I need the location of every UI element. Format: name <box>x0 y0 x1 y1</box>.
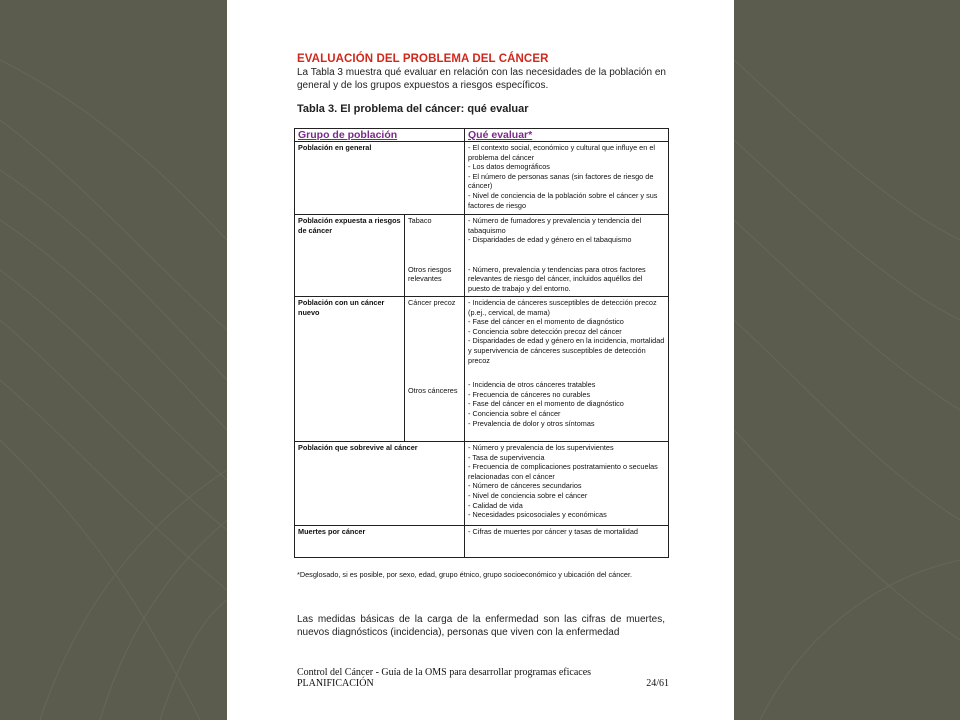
list-item: - Fase del cáncer en el momento de diagnóstico <box>468 399 624 409</box>
list-item: - Número y prevalencia de los supervivientes <box>468 443 614 452</box>
items-deaths <box>465 526 669 558</box>
table-row <box>295 526 669 558</box>
list-item: - Tasa de supervivencia <box>468 452 545 462</box>
footer-section: PLANIFICACIÓN <box>297 678 374 689</box>
list-item: - Disparidades de edad y género en el tabaquismo <box>468 235 632 245</box>
list-item: - Frecuencia de complicaciones postratamiento o secuelas relacionadas con el cáncer <box>468 462 658 481</box>
table-footnote: *Desglosado, si es posible, por sexo, edad, grupo étnico, grupo socioeconómico y ubicación del cáncer. <box>297 570 633 579</box>
list-item: - Incidencia de cánceres susceptibles de detección precoz (p.ej., cervical, de mama) <box>468 298 657 317</box>
group-new-cancer: Población con un cáncer nuevo <box>295 297 405 442</box>
list-item: - Disparidades de edad y género en la incidencia, mortalidad y supervivencia de cánceres susceptibles de detección precoz <box>468 336 665 365</box>
items-risk <box>465 215 669 297</box>
list-item: - Número de cánceres secundarios <box>468 481 582 491</box>
list-item: - Los datos demográficos <box>468 162 550 172</box>
table-header-row <box>295 129 669 142</box>
list-item: - Prevalencia de dolor y otros síntomas <box>468 418 595 428</box>
table-row <box>295 297 669 442</box>
subgroups-new-cancer <box>405 297 465 442</box>
header-what: Qué evaluar* <box>465 129 669 142</box>
items-survivors <box>465 442 669 526</box>
items-general <box>465 142 669 215</box>
subgroup-otros-riesgos: Otros riesgos relevantes <box>408 264 452 284</box>
subgroup-tabaco: Tabaco <box>408 216 432 225</box>
intro-text: La Tabla 3 muestra qué evaluar en relación con las necesidades de la población en general y de los grupos expuestos a riesgos específicos. <box>297 67 666 91</box>
list-item: - Número, prevalencia y tendencias para otros factores relevantes de riesgo del cáncer, incluidos aquéllos del puesto de trabajo y del entorno. <box>468 264 646 293</box>
footer-title: Control del Cáncer - Guía de la OMS para desarrollar programas eficaces <box>297 667 592 678</box>
table-row <box>295 142 669 215</box>
list-item: - Conciencia sobre detección precoz del cáncer <box>468 326 622 336</box>
list-item: - Conciencia sobre el cáncer <box>468 408 561 418</box>
group-deaths: Muertes por cáncer <box>295 526 465 558</box>
assessment-table <box>294 128 669 558</box>
list-item: - Cifras de muertes por cáncer y tasas de mortalidad <box>468 527 638 536</box>
list-item: - Necesidades psicosociales y económicas <box>468 510 607 520</box>
group-general: Población en general <box>295 142 465 215</box>
table-row <box>295 215 669 297</box>
subgroup-otros-canceres: Otros cánceres <box>408 385 458 395</box>
section-heading: EVALUACIÓN DEL PROBLEMA DEL CÁNCER <box>297 53 549 65</box>
list-item: - Frecuencia de cánceres no curables <box>468 389 591 399</box>
group-survivors: Población que sobrevive al cáncer <box>295 442 465 526</box>
table-row <box>295 442 669 526</box>
header-group: Grupo de población <box>295 129 465 142</box>
list-item: - El número de personas sanas (sin factores de riesgo de cáncer) <box>468 171 654 191</box>
list-item: - Fase del cáncer en el momento de diagnóstico <box>468 317 624 327</box>
subgroup-cancer-precoz: Cáncer precoz <box>408 298 456 307</box>
document-page <box>227 0 734 720</box>
subgroups-risk <box>405 215 465 297</box>
page-number: 24/61 <box>646 678 669 689</box>
page-footer <box>297 667 669 689</box>
list-item: - Nivel de conciencia de la población sobre el cáncer y sus factores de riesgo <box>468 190 658 210</box>
table-title: Tabla 3. El problema del cáncer: qué evaluar <box>297 103 529 115</box>
list-item: - Nivel de conciencia sobre el cáncer <box>468 490 588 500</box>
list-item: - Calidad de vida <box>468 500 523 510</box>
list-item: - Número de fumadores y prevalencia y tendencia del tabaquismo <box>468 216 642 235</box>
body-paragraph: Las medidas básicas de la carga de la enfermedad son las cifras de muertes, nuevos diagnósticos (incidencia), personas que viven con la enfermedad <box>297 614 665 638</box>
items-new-cancer <box>465 297 669 442</box>
list-item: - El contexto social, económico y cultural que influye en el problema del cáncer <box>468 143 655 162</box>
list-item: - Incidencia de otros cánceres tratables <box>468 380 596 390</box>
group-risk: Población expuesta a riesgos de cáncer <box>295 215 405 297</box>
